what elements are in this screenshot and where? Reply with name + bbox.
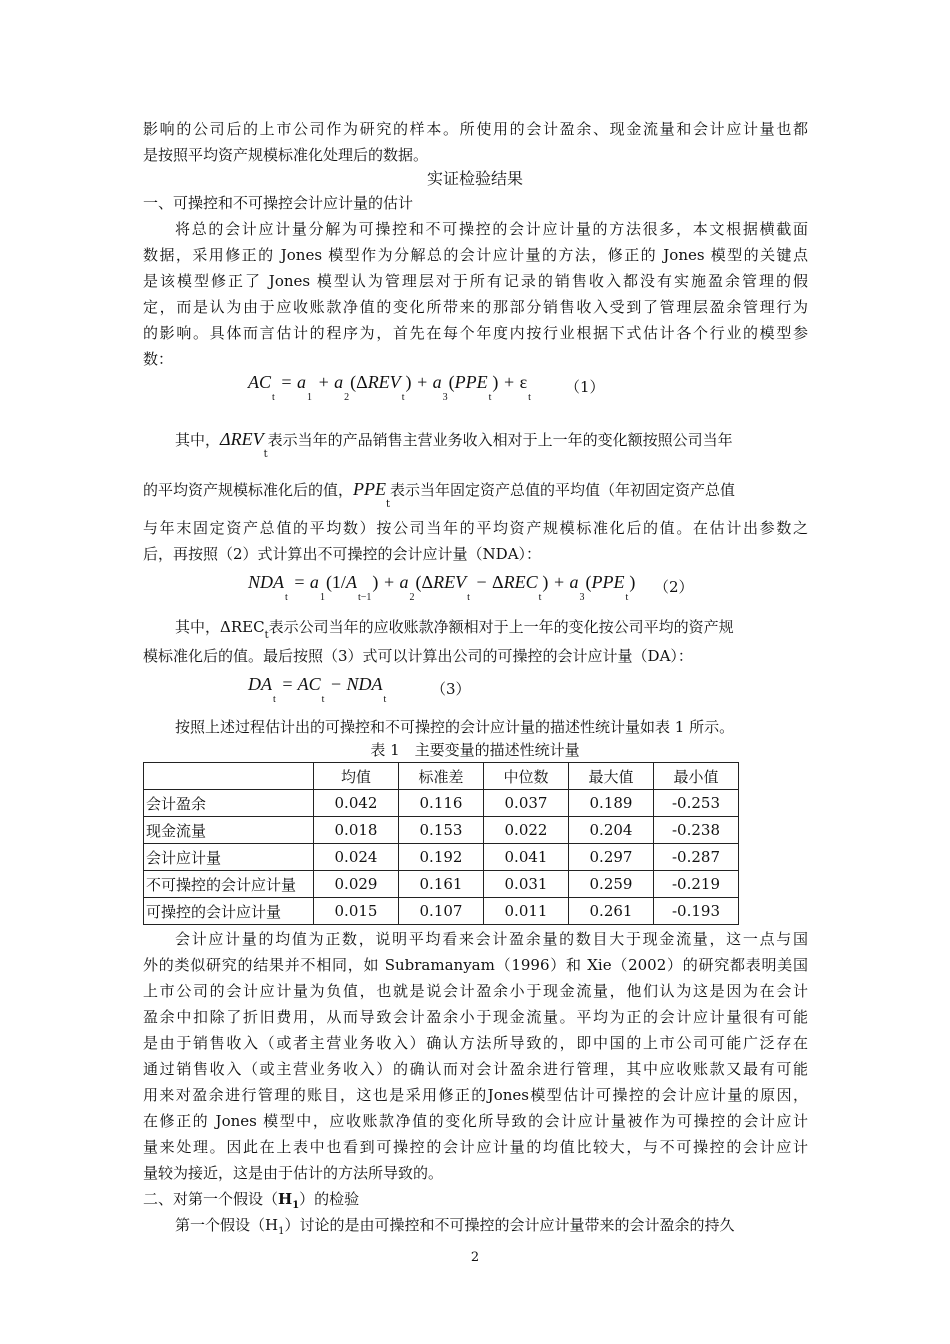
text-line: 通过销售收入（或主营业务收入）的确认而对会计盈余进行管理，其中应收账款又最有可能 [143,1060,808,1078]
table-cell: 0.022 [484,817,569,844]
text-line: 在修正的 Jones 模型中，应收账款净值的变化所导致的会计应计量被作为可操控的会计应计 [143,1112,808,1130]
table-cell: 会计盈余 [144,790,314,817]
subsection-heading-2: 二、对第一个假设$(H_1)$的检验 [143,1190,360,1211]
table-cell: 0.037 [484,790,569,817]
table-cell: 0.107 [399,898,484,925]
table-cell: 现金流量 [144,817,314,844]
table-row [144,817,739,844]
table-row [144,790,739,817]
table-header-cell [144,763,314,790]
table-header-row [144,763,739,790]
text-line: 是由于销售收入（或者主营业务收入）确认方法所导致的，即中国的上市公司可能广泛存在 [143,1034,808,1052]
table-cell: 0.161 [399,871,484,898]
paragraph-table-intro: 按照上述过程估计出的可操控和不可操控的会计应计量的描述性统计量如表 1 所示。 [175,718,735,736]
delta-rev-symbol: ΔREV [220,429,264,449]
text-line: 盈余中扣除了折旧费用，从而导致会计盈余小于现金流量。平均为正的会计应计量很有可能 [143,1008,808,1026]
table-header-cell: 均值 [314,763,399,790]
paragraph-hypothesis-1: 第一个假设$(H_1)$讨论的是由可操控和不可操控的会计应计量带来的会计盈余的持久 [175,1216,735,1237]
table-cell: 0.029 [314,871,399,898]
paragraph-jones-model [143,216,808,372]
equation-1-number: （1） [565,378,605,396]
page-number: 2 [470,1250,480,1265]
equation-3-number: （3） [431,680,471,698]
table-cell: -0.253 [654,790,739,817]
table-cell: 0.189 [569,790,654,817]
table-cell: 0.031 [484,871,569,898]
text-line: 将总的会计应计量分解为可操控和不可操控的会计应计量的方法很多，本文根据横截面 [175,220,808,238]
table-cell: 可操控的会计应计量 [144,898,314,925]
table-row [144,844,739,871]
table-header-cell: 最大值 [569,763,654,790]
table-cell: 不可操控的会计应计量 [144,871,314,898]
text-line: 定，而是认为由于应收账款净值的变化所带来的那部分销售收入受到了管理层盈余管理行为 [143,298,808,316]
paragraph-variable-definitions-tail [143,515,808,567]
table-cell: 0.015 [314,898,399,925]
text-line: 与年末固定资产总值的平均数）按公司当年的平均资产规模标准化后的值。在估计出参数之 [143,519,808,537]
table-row [144,898,739,925]
table-row [144,871,739,898]
intro-paragraph [143,116,808,168]
text-line: 上市公司的会计应计量为负值，也就是说会计盈余小于现金流量，他们认为这是因为在会计 [143,982,808,1000]
paragraph-rec-definition: 其中，$\Delta REC_t$表示公司当年的应收账款净额相对于上一年的变化按公司平均的资产规 模标准化后的值。最后按照（3）式可以计算出公司的可操控的会计应计量（DA）： [143,614,808,669]
subsection-heading-1: 一、可操控和不可操控会计应计量的估计 [143,194,414,212]
text-line: 会计应计量的均值为正数，说明平均看来会计盈余量的数目大于现金流量，这一点与国 [175,930,808,948]
table-cell: 0.297 [569,844,654,871]
table-cell: 0.261 [569,898,654,925]
equation-2-number: （2） [654,578,694,596]
table-cell: 0.042 [314,790,399,817]
text-line: 数据，采用修正的 Jones 模型作为分解总的会计应计量的方法，修正的 Jones 模型的关键点 [143,246,808,264]
text-line: 的影响。具体而言估计的程序为，首先在每个年度内按行业根据下式估计各个行业的模型参 [143,324,808,342]
section-title: 实证检验结果 [426,169,523,188]
table-header-cell: 中位数 [484,763,569,790]
table-cell: 0.011 [484,898,569,925]
table-cell: 0.018 [314,817,399,844]
equation-3: $DA_t = AC_t - NDA_t$ [248,674,387,705]
text-line: 量较为接近，这是由于估计的方法所导致的。 [143,1164,444,1182]
text-line: 后，再按照（2）式计算出不可操控的会计应计量（NDA）： [143,545,542,563]
table-cell: 0.153 [399,817,484,844]
text-line: 数： [143,350,174,368]
table-cell: -0.219 [654,871,739,898]
table-header-cell: 最小值 [654,763,739,790]
table-cell: 0.041 [484,844,569,871]
paragraph-discussion [143,926,808,1186]
table-cell: -0.287 [654,844,739,871]
text-line: 用来对盈余进行管理的账目，这也是采用修正的Jones模型估计可操控的会计应计量的原因， [143,1086,808,1104]
paragraph-variable-definitions-cont: 的平均资产规模标准化后的值，$PPE_t$表示当年固定资产总值的平均值（年初固定资产总值 [143,479,736,510]
table-cell: -0.193 [654,898,739,925]
table-cell: 0.024 [314,844,399,871]
text-line: 外的类似研究的结果并不相同，如 Subramanyam（1996）和 Xie（2002）的研究都表明美国 [143,956,808,974]
table-cell: 0.259 [569,871,654,898]
text-line: 是按照平均资产规模标准化处理后的数据。 [143,146,429,164]
ppe-symbol: PPE [353,479,387,499]
descriptive-stats-table [143,762,739,925]
table-cell: 0.116 [399,790,484,817]
table-cell: 0.204 [569,817,654,844]
equation-2: $NDA_t = a_1(1/A_{t-1}) + a_2(\Delta REV_t - \Delta REC_t) + a_3(PPE_t)$ [248,572,636,603]
text-line: 是该模型修正了 Jones 模型认为管理层对于所有记录的销售收入都没有实施盈余管理的假 [143,272,808,290]
table-caption: 表 1 主要变量的描述性统计量 [370,741,580,759]
table-cell: -0.238 [654,817,739,844]
table-cell: 0.192 [399,844,484,871]
text-line: 影响的公司后的上市公司作为研究的样本。所使用的会计盈余、现金流量和会计应计量也都 [143,120,808,138]
table-cell: 会计应计量 [144,844,314,871]
paragraph-variable-definitions: 其中，$\Delta REV_t$表示当年的产品销售主营业务收入相对于上一年的变化额按照公司当年 [175,429,733,460]
table-header-cell: 标准差 [399,763,484,790]
equation-1: $AC_t = a_1 + a_2(\Delta REV_t) + a_3(PPE_t) + \varepsilon_t$ [248,372,531,403]
text-line: 模标准化后的值。最后按照（3）式可以计算出公司的可操控的会计应计量（DA）： [143,647,693,665]
text-line: 量来处理。因此在上表中也看到可操控的会计应计量的均值比较大，与不可操控的会计应计 [143,1138,808,1156]
